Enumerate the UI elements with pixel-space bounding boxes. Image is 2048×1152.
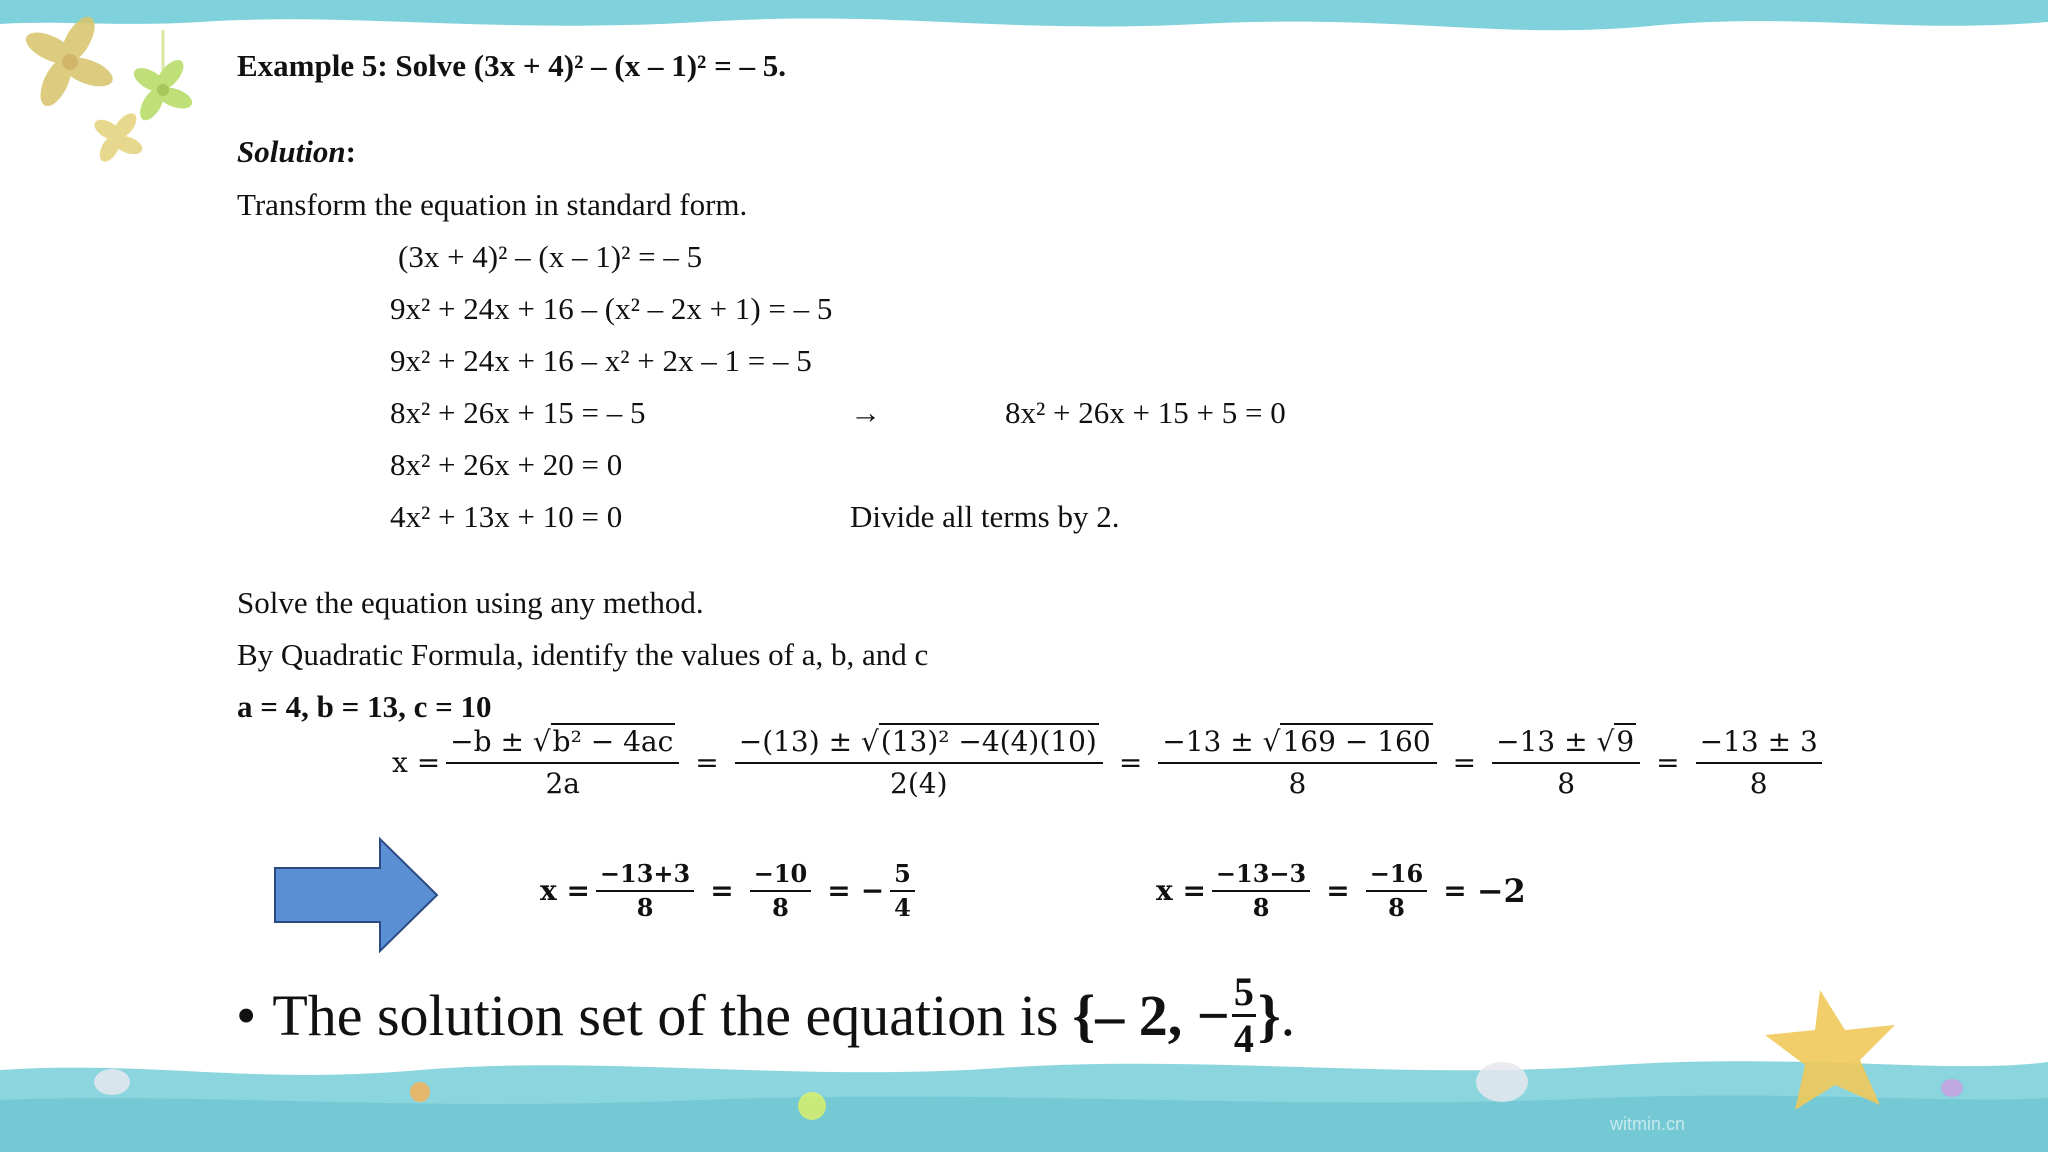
formula-fraction-3: $\frac{-13 \pm √169 - 160}{8}$ — [1158, 728, 1436, 798]
root-2-equation: x = $\frac{-13-3}{8}$ = $\frac{-16}{8}$ = −2 — [1156, 859, 1526, 922]
root-2-fraction-a: $\frac{-13-3}{8}$ — [1212, 862, 1310, 920]
intro-text: Transform the equation in standard form. — [237, 187, 748, 222]
step-6: 4x² + 13x + 10 = 0 — [390, 499, 623, 534]
formula-fraction-1: $\frac{\text{−b ± √b² − 4ac}}{2a}$ — [446, 728, 679, 798]
step-3: 9x² + 24x + 16 – x² + 2x – 1 = – 5 — [390, 343, 812, 378]
step-1: (3x + 4)² – (x – 1)² = – 5 — [398, 239, 703, 274]
formula-fraction-5: $\frac{-13 \pm 3}{8}$ — [1696, 728, 1822, 798]
solution-label: Solution: — [237, 134, 356, 169]
formula-lhs: x = — [392, 746, 441, 779]
watermark: witmin.cn — [1610, 1114, 1686, 1134]
root-1-fraction-c: $\frac{5}{4}$ — [890, 862, 915, 920]
quadratic-formula: x = $\frac{\text{−b ± √b² − 4ac}}{2a}$ = $\frac{\text{−(13) ± √(13)² −4(4)(10)}}{2(4)}$ = $\frac{-13 \pm √169 - 160}{8}$ = $\frac{-13 \pm √9}{8}$ = $\frac{-13 \pm 3}{8}$ — [392, 728, 1828, 798]
flower-icon — [21, 11, 116, 110]
example-heading: Example 5: Solve (3x + 4)² – (x – 1)² = – 5. — [237, 48, 787, 83]
root-1-equation: x = $\frac{-13+3}{8}$ = $\frac{-10}{8}$ = − $\frac{5}{4}$ — [540, 862, 921, 920]
bullet-icon: • — [236, 982, 257, 1048]
formula-fraction-4: $\frac{-13 \pm √9}{8}$ — [1492, 728, 1640, 798]
flower-icon — [91, 109, 145, 165]
step-4b: 8x² + 26x + 15 + 5 = 0 — [1005, 395, 1286, 430]
step-6-note: Divide all terms by 2. — [850, 499, 1120, 534]
values-line: a = 4, b = 13, c = 10 — [237, 689, 492, 724]
conclusion: • The solution set of the equation is {– 2, − $\frac{5}{4}$ } . — [236, 969, 1296, 1061]
method-line-1: Solve the equation using any method. — [237, 585, 704, 620]
conclusion-fraction: $\frac{5}{4}$ — [1233, 969, 1254, 1061]
conclusion-text: The solution set of the equation is — [272, 982, 1059, 1048]
formula-fraction-2: $\frac{\text{−(13) ± √(13)² −4(4)(10)}}{2(4)}$ — [735, 728, 1103, 798]
right-arrow-icon: → — [850, 395, 881, 430]
block-arrow-icon — [272, 836, 440, 954]
root-1-fraction-b: $\frac{-10}{8}$ — [750, 862, 812, 920]
method-line-2: By Quadratic Formula, identify the values of a, b, and c — [237, 637, 929, 672]
step-2: 9x² + 24x + 16 – (x² – 2x + 1) = – 5 — [390, 291, 833, 326]
root-1-fraction-a: $\frac{-13+3}{8}$ — [596, 862, 694, 920]
step-5: 8x² + 26x + 20 = 0 — [390, 447, 623, 482]
root-2-fraction-b: $\frac{-16}{8}$ — [1366, 862, 1428, 920]
step-4: 8x² + 26x + 15 = – 5 — [390, 395, 646, 430]
